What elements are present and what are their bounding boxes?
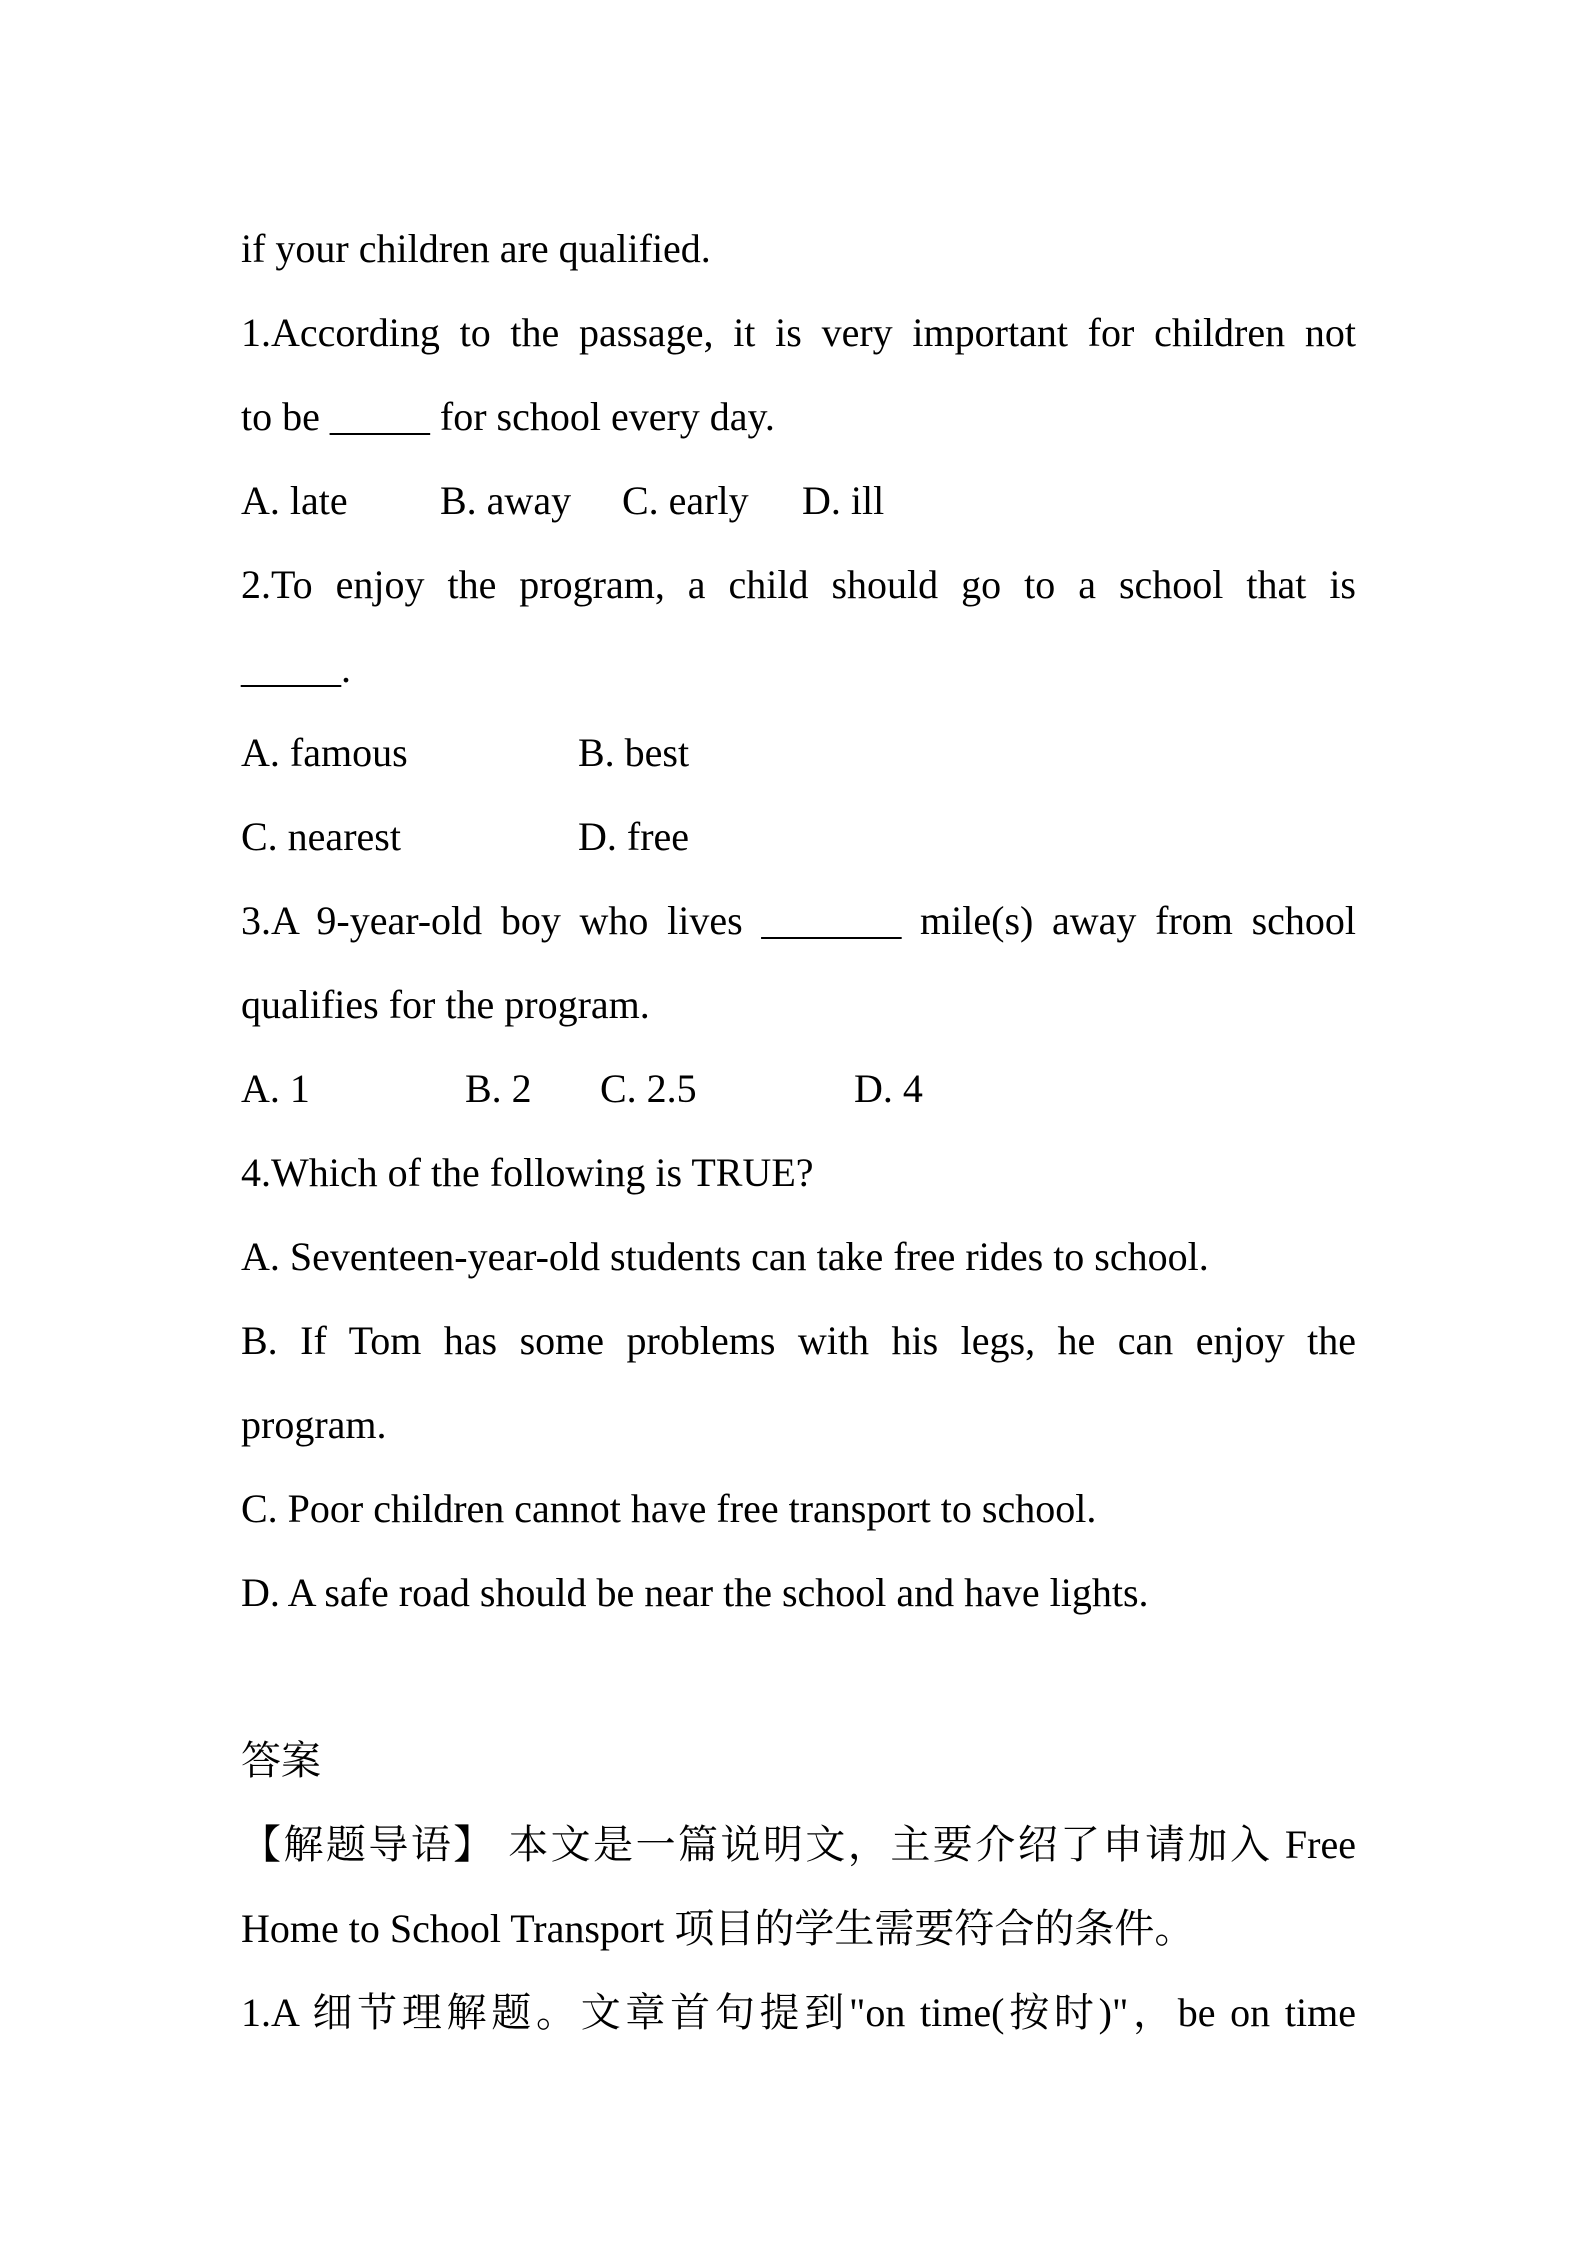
question-4-stem: 4.Which of the following is TRUE?: [241, 1150, 814, 1195]
option-a: A. late: [241, 478, 348, 523]
question-3-stem-cont: qualifies for the program.: [241, 982, 650, 1027]
option-b: B. If Tom has some problems with his legs, he can enjoy the: [241, 1318, 1356, 1363]
option-c: C. 2.5: [600, 1066, 697, 1111]
answer-item-1: 1.A 细节理解题。文章首句提到"on time(按时)"，be on time: [241, 1990, 1356, 2035]
question-3-stem: 3.A 9-year-old boy who lives _______ mile(s) away from school: [241, 898, 1356, 943]
document-page: [241, 207, 1356, 2055]
option-d: D. 4: [854, 1066, 923, 1111]
option-a: A. famous: [241, 730, 408, 775]
option-a: A. Seventeen-year-old students can take free rides to school.: [241, 1234, 1209, 1279]
question-1-options: [241, 459, 1356, 543]
option-c: C. Poor children cannot have free transport to school.: [241, 1486, 1097, 1531]
question-2-stem: 2.To enjoy the program, a child should go to a school that is: [241, 562, 1356, 607]
question-1-stem-cont: to be _____ for school every day.: [241, 394, 775, 439]
option-c: C. nearest: [241, 814, 401, 859]
question-2-stem-cont: _____.: [241, 646, 351, 691]
option-d: D. ill: [802, 478, 885, 523]
section-spacer: [241, 1635, 1356, 1719]
option-a: A. 1: [241, 1066, 310, 1111]
passage-continuation: if your children are qualified.: [241, 226, 711, 271]
option-b-cont: program.: [241, 1402, 387, 1447]
option-b: B. away: [440, 478, 572, 523]
question-1-stem: 1.According to the passage, it is very important for children not: [241, 310, 1356, 355]
option-c: C. early: [622, 478, 749, 523]
answer-intro: 【解题导语】 本文是一篇说明文，主要介绍了申请加入 Free: [241, 1822, 1356, 1867]
question-2-options-row-1: [241, 711, 1356, 795]
question-2-options-row-2: [241, 795, 1356, 879]
option-d: D. A safe road should be near the school and have lights.: [241, 1570, 1149, 1615]
option-b: B. best: [578, 730, 690, 775]
option-d: D. free: [578, 814, 690, 859]
question-3-options: [241, 1047, 1356, 1131]
answer-heading: 答案: [241, 1738, 321, 1783]
option-b: B. 2: [465, 1066, 532, 1111]
answer-intro-cont: Home to School Transport 项目的学生需要符合的条件。: [241, 1906, 1195, 1951]
